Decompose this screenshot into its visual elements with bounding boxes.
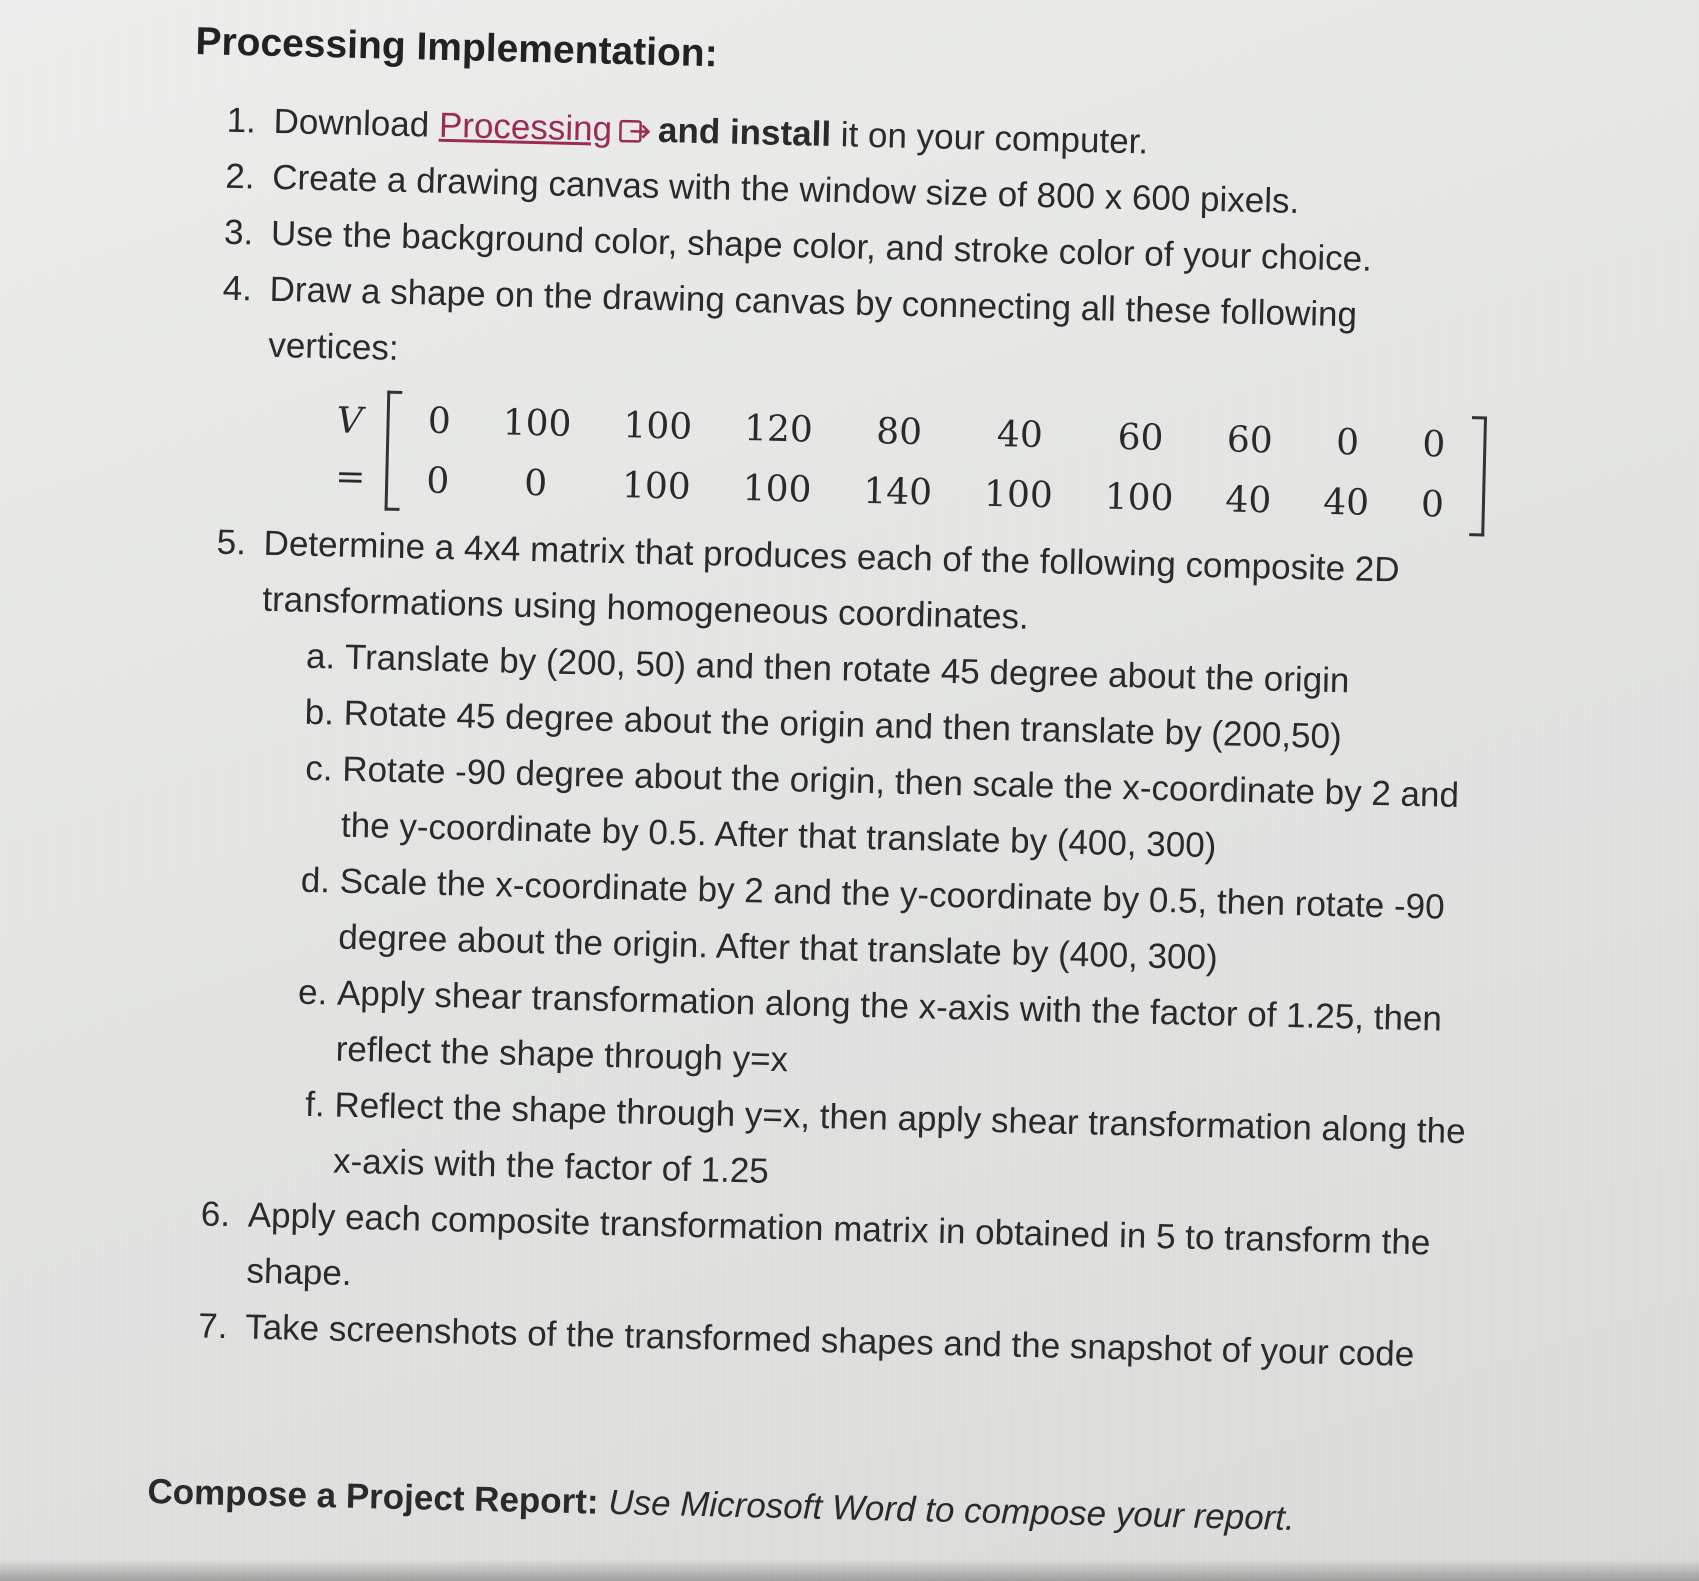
matrix-cell: 100 <box>622 405 693 448</box>
external-link-icon[interactable] <box>618 106 653 137</box>
compose-label: Compose a Project Report: <box>147 1472 600 1522</box>
matrix-cell: 0 <box>1420 484 1445 526</box>
step-1-bold: and install <box>657 110 832 154</box>
matrix-cell: 60 <box>1226 419 1274 462</box>
matrix-cell: 40 <box>996 413 1044 457</box>
step-3: 3. Use the background color, shape color, and stroke color of your choice. <box>262 206 1491 291</box>
transformation-item: d. Scale the x-coordinate by 2 and the y-coordinate by 0.5, then rotate -90 degree about the origin. After that translate by (400, 300) <box>338 854 1476 993</box>
matrix-cell: 0 <box>1335 421 1360 464</box>
page-title: Processing Implementation: <box>194 20 719 76</box>
processing-link[interactable]: Processing <box>438 105 613 149</box>
matrix-cell: 40 <box>1322 481 1370 524</box>
matrix-cell: 0 <box>1421 424 1446 466</box>
transformations-list <box>249 628 1482 1217</box>
matrix-cell: 60 <box>1117 416 1164 459</box>
matrix-cell: 140 <box>862 470 933 514</box>
compose-report <box>147 1472 1295 1539</box>
transformation-item: c. Rotate -90 degree about the origin, then scale the x-coordinate by 2 and the y-coordinate by 0.5. After that translate by (400, 300) <box>340 742 1478 881</box>
matrix-cell: 100 <box>983 473 1054 517</box>
matrix-cell: 80 <box>875 411 923 454</box>
compose-text: Use Microsoft Word to compose your report. <box>598 1482 1296 1539</box>
step-5-text: Determine a 4x4 matrix that produces each of the following composite 2D transformations using homogeneous coordinates. <box>261 523 1400 637</box>
step-2: 2. Create a drawing canvas with the window size of 800 x 600 pixels. <box>264 150 1493 235</box>
matrix-cell: 0 <box>523 462 548 505</box>
step-4 <box>257 262 1490 537</box>
vertex-matrix <box>335 389 1488 536</box>
matrix-cell: 100 <box>742 468 812 511</box>
step-1-suffix: it on your computer. <box>830 115 1149 162</box>
steps-list <box>165 92 1494 1384</box>
right-bracket <box>1469 416 1487 536</box>
step-5 <box>241 516 1484 1217</box>
matrix-cell: 100 <box>621 465 692 508</box>
matrix-cell: 100 <box>1104 476 1174 520</box>
instructions-content <box>165 20 1496 1384</box>
matrix-cell: 120 <box>743 408 814 451</box>
step-6: 6. Apply each composite transformation matrix in obtained in 5 to transform the shape. <box>238 1187 1468 1328</box>
transformation-item: f. Reflect the shape through y=x, then apply shear transformation along the x-axis with the factor of 1.25 <box>332 1078 1470 1217</box>
matrix-cell: 40 <box>1224 479 1272 522</box>
matrix-table <box>400 391 1472 536</box>
step-1-prefix: Download <box>273 101 440 145</box>
screen-edge-shadow <box>0 1559 1699 1581</box>
transformation-item: e. Apply shear transformation along the x-axis with the factor of 1.25, then reflect the shape through y=x <box>335 966 1473 1105</box>
matrix-body <box>385 391 1487 537</box>
transformation-item: a. Translate by (200, 50) and then rotate 45 degree about the origin <box>344 630 1481 713</box>
matrix-cell: 0 <box>425 460 450 503</box>
step-7: 7. Take screenshots of the transformed shapes and the snapshot of your code <box>237 1299 1466 1384</box>
transformation-item: b. Rotate 45 degree about the origin and then translate by (200,50) <box>343 686 1480 769</box>
step-4-text: Draw a shape on the drawing canvas by connecting all these following vertices: <box>267 269 1358 368</box>
matrix-cell: 0 <box>427 400 452 443</box>
matrix-label: V = <box>334 400 366 499</box>
matrix-cell: 100 <box>502 402 572 445</box>
